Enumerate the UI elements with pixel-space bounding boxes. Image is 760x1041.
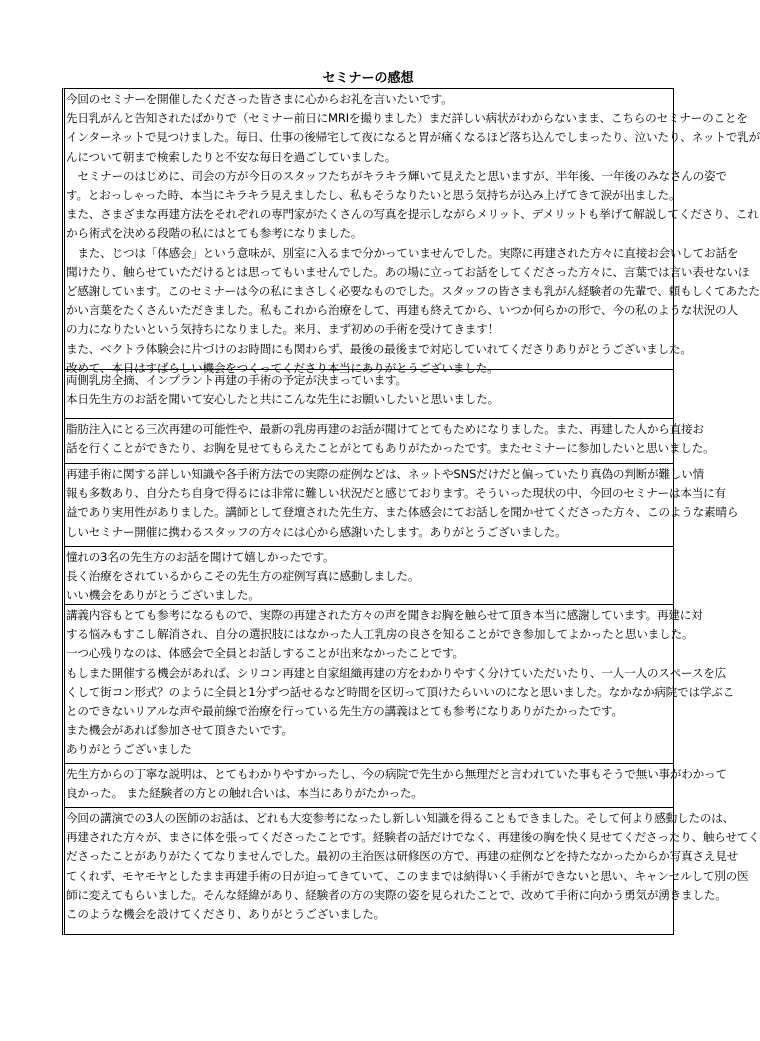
comment-line: 益であり実用性がありました。講師として登壇された先生方、また体感会にてお話しを聞かせてくださった方々、このような素晴ら: [66, 505, 739, 520]
comment-line: くして街コン形式？のように全員と1分ずつ話せるなど時間を区切って頂けたらいいのになと思いました。なかなか病院では学ぶこ: [66, 684, 735, 699]
comment-line: 講義内容もとても参考になるもので、実際の再建された方々の声を聞きお胸を触らせて頂き本当に感謝しています。再建に対: [66, 608, 703, 622]
comment-line: 一つ心残りなのは、体感会で全員とお話しすることが出来なかったことです。: [66, 646, 464, 661]
comment-line: から術式を決める段階の私にはとても参考になりました。: [66, 226, 363, 241]
comment-line: する悩みもすこし解消され、自分の選択肢にはなかった人工乳房の良さを知ることができ参加してよかったと思いました。: [66, 627, 694, 642]
comment-line: 再建手術に関する詳しい知識や各手術方法での実際の症例などは、ネットやSNSだけだと偏っていたり真偽の判断が難しい情: [66, 467, 705, 481]
comment-line: てくれず、モヤモヤとしたまま再建手術の日が迫ってきていて、このままでは納得いく手術ができないと思い、キャンセルして別の医: [66, 868, 749, 883]
comment-line: 先日乳がんと告知されたばかりで（セミナー前日にMRIを撮りました）まだ詳しい病状がわからないまま、こちらのセミナーのことを: [66, 111, 748, 126]
comment-line: セミナーのはじめに、司会の方が今日のスタッフたちがキラキラ輝いて見えたと思いますが、半年後、一年後のみなさんの姿で: [66, 168, 727, 183]
comment-line: しいセミナー開催に携わるスタッフの方々には心から感謝いたします。ありがとうございました。: [66, 524, 567, 539]
comment-line: 話を行くことができたり、お胸を見せてもらえたことがとてもありがたかったです。またセミナーに参加したいと思いました。: [66, 441, 715, 456]
page-title: セミナーの感想: [322, 71, 414, 86]
comment-row: [65, 418, 715, 463]
comment-row: [65, 369, 673, 418]
comment-row: [65, 604, 735, 763]
comment-line: 本日先生方のお話を聞いて安心したと共にこんな先生にお願いしたいと思いました。: [66, 392, 499, 407]
comment-line: 良かった。 また経験者の方との触れ合いは、本当にありがたかった。: [66, 786, 423, 801]
comment-line: ど感謝しています。このセミナーは今の私にまさしく必要なものでした。スタッフの皆さまも乳がん経験者の先輩で、頼もしくてあたた: [66, 284, 760, 299]
comment-line: 再建された方々が、まさに体を張ってくださったことです。経験者の話だけでなく、再建後の胸を快く見せてくださったり、触らせてく: [66, 830, 760, 845]
comment-line: とのできないリアルな声や最前線で治療を行っている先生方の講義はとても参考になりありがたかったです。: [66, 704, 623, 719]
comment-line: もしまた開催する機会があれば、シリコン再建と自家組織再建の方をわかりやすく分けていただいたり、一人一人のスペースを広: [66, 665, 727, 680]
comment-row: [65, 546, 673, 604]
comment-row: [65, 763, 727, 807]
comment-line: 憧れの3名の先生方のお話を聞けて嬉しかったです。: [66, 550, 335, 564]
comment-line: また、ベクトラ体験会に片づけのお時間にも関わらず、最後の最後まで対応していれてくださりありがとうございました。: [66, 341, 692, 356]
comment-row: [65, 89, 760, 375]
comment-line: インターネットで見つけました。毎日、仕事の後帰宅して夜になると胃が痛くなるほど落ち込んでしまったり、泣いたり、ネットで乳が: [66, 130, 760, 145]
comments-table: [62, 88, 760, 935]
comment-line: 師に変えてもらいました。そんな経緯があり、経験者の方の実際の姿を見られたことで、改めて手術に向かう勇気が湧きました。: [66, 887, 727, 902]
comment-line: 今回の講演での3人の医師のお話は、どれも大変参考になったし新しい知識を得ることもできました。そして何より感動したのは、: [66, 811, 735, 825]
comment-line: いい機会をありがとうございました。: [66, 588, 260, 603]
comment-row: [65, 463, 739, 546]
comment-line: また、じつは「体感会」という意味が、別室に入るまで分かっていませんでした。実際に再建された方々に直接お会いしてお話を: [66, 245, 739, 260]
comment-line: の力になりたいという気持ちになりました。来月、まず初めの手術を受けてきます！: [66, 322, 499, 337]
comment-line: んについて朝まで検索したりと不安な毎日を過ごしていました。: [66, 149, 397, 164]
comment-line: また、さまざまな再建方法をそれぞれの専門家がたくさんの写真を提示しながらメリット、デメリットも挙げて解説してくださり、これ: [66, 207, 759, 222]
comment-line: 先生方からの丁寧な説明は、とてもわかりやすかったし、今の病院で先生から無理だと言われていた事もそうで無い事がわかって: [66, 767, 727, 781]
comment-line: かい言葉をたくさんいただきました。私もこれから治療をして、再建も終えてから、いつか何らかの形で、今の私のような状況の人: [66, 303, 738, 318]
comment-line: 聞けたり、触らせていただけるとは思ってもいませんでした。あの場に立ってお話をしてくださった方々に、言葉では言い表せないほ: [66, 264, 750, 279]
comment-line: 今回のセミナーを開催したくださった皆さまに心からお礼を言いたいです。: [66, 92, 453, 106]
comment-line: このような機会を設けてくださり、ありがとうございました。: [66, 907, 386, 922]
comment-line: 改めて、本日はすばらしい機会をつくってくださり本当にありがとうございました。: [66, 360, 499, 375]
comment-row: [65, 807, 760, 934]
comment-line: ありがとうございました: [66, 742, 192, 757]
comment-line: ださったことがありがたくてなりませんでした。最初の主治医は研修医の方で、再建の症例などを持たなかったからか写真さえ見せ: [66, 849, 739, 864]
comment-line: す。とおっしゃった時、本当にキラキラ見えましたし、私もそうなりたいと思う気持ちが込み上げてきて涙が出ました。: [66, 188, 681, 203]
comment-line: 両側乳房全摘、インプラント再建の手術の予定が決まっています。: [66, 373, 407, 387]
comment-line: 脂肪注入にとる三次再建の可能性や、最新の乳房再建のお話が聞けてとてもためになりました。また、再建した人から直接お: [66, 422, 704, 436]
comment-line: また機会があれば参加させて頂きたいです。: [66, 723, 293, 738]
comment-line: 報も多数あり、自分たち自身で得るには非常に難しい状況だと感じております。そういった現状の中、今回のセミナーは本当に有: [66, 486, 726, 501]
comment-line: 長く治療をされているからこその先生方の症例写真に感動しました。: [66, 569, 420, 584]
